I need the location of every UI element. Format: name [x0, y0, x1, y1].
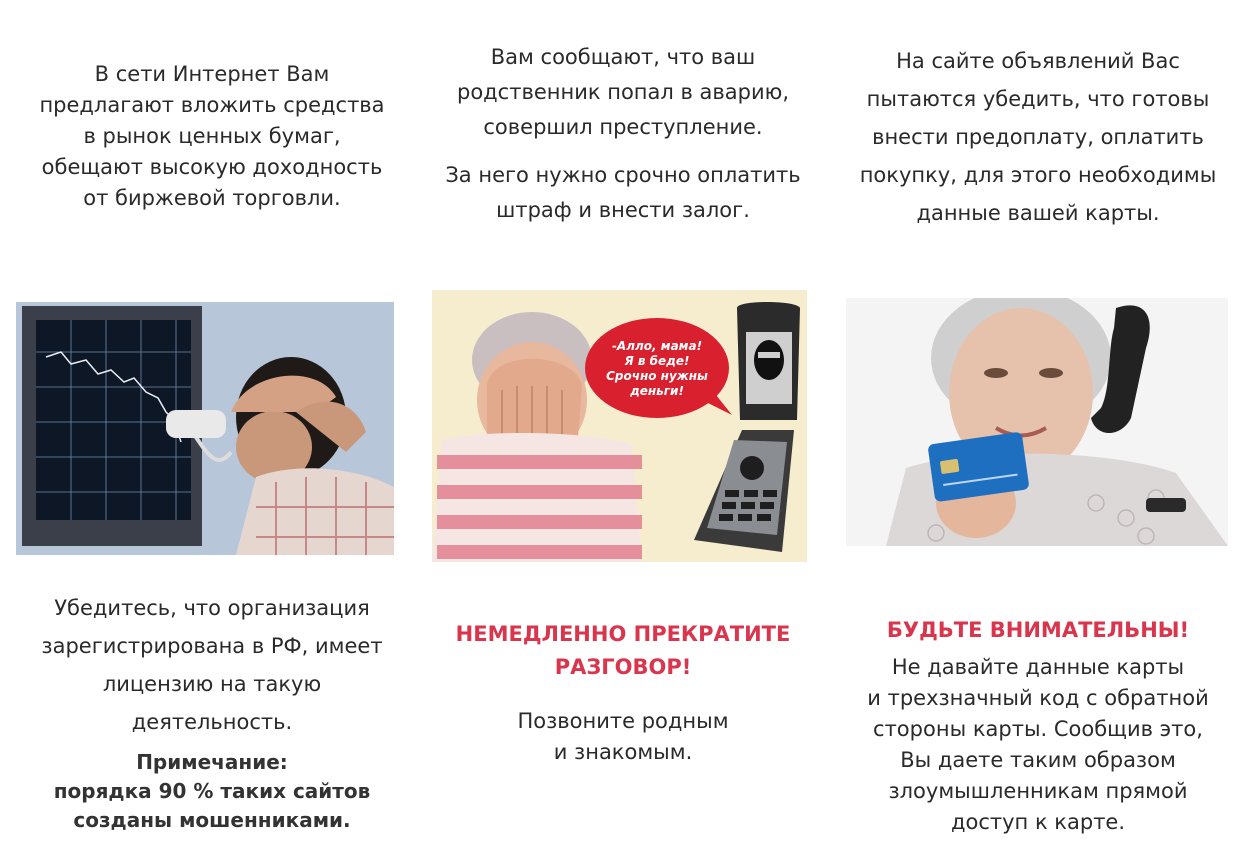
- bubble-line-2: Я в беде!: [624, 354, 690, 368]
- bubble-line-3: Срочно нужны: [606, 369, 708, 383]
- column-card-fraud: [838, 0, 1238, 846]
- stressed-trader-photo: [16, 302, 394, 555]
- bubble-line-4: деньги!: [630, 384, 684, 398]
- relative-scenario-text: Вам сообщают, что ваш родственник попал в аварию, совершил преступление.: [456, 45, 789, 139]
- investment-note: Примечание: порядка 90 % таких сайтов созданы мошенниками.: [53, 750, 371, 832]
- be-careful-warning: БУДЬТЕ ВНИМАТЕЛЬНЫ!: [886, 618, 1190, 642]
- column-relative-fraud: [423, 0, 823, 846]
- hang-up-warning: НЕМЕДЛЕННО ПРЕКРАТИТЕ РАЗГОВОР!: [455, 622, 791, 679]
- elderly-woman-illustration: [846, 298, 1228, 546]
- card-advice-text: Не давайте данные карты и трехзначный код с обратной стороны карты. Сообщив это, Вы даете таким образом злоумышленникам прямой доступ к карте.: [867, 655, 1209, 834]
- speech-bubble-shape: [585, 318, 729, 418]
- elderly-woman-card-photo: [846, 298, 1228, 546]
- call-relatives-advice: Позвоните родным и знакомым.: [517, 709, 729, 764]
- investment-advice-text: Убедитесь, что организация зарегистрирована в РФ, имеет лицензию на такую деятельность.: [41, 596, 383, 734]
- card-scenario-text: На сайте объявлений Вас пытаются убедить, что готовы внести предоплату, оплатить покупку, для этого необходимы данные вашей карты.: [859, 49, 1217, 225]
- crying-woman-phone-photo: [432, 290, 807, 562]
- investment-scenario-text: В сети Интернет Вам предлагают вложить средства в рынок ценных бумаг, обещают высокую доходность от биржевой торговли.: [39, 62, 385, 210]
- column-investment-fraud: [12, 0, 412, 846]
- crying-woman-illustration: [432, 290, 807, 562]
- trader-illustration: [16, 302, 394, 555]
- bubble-line-1: -Алло, мама!: [611, 339, 703, 353]
- relative-scenario-payment-text: За него нужно срочно оплатить штраф и внести залог.: [445, 163, 801, 222]
